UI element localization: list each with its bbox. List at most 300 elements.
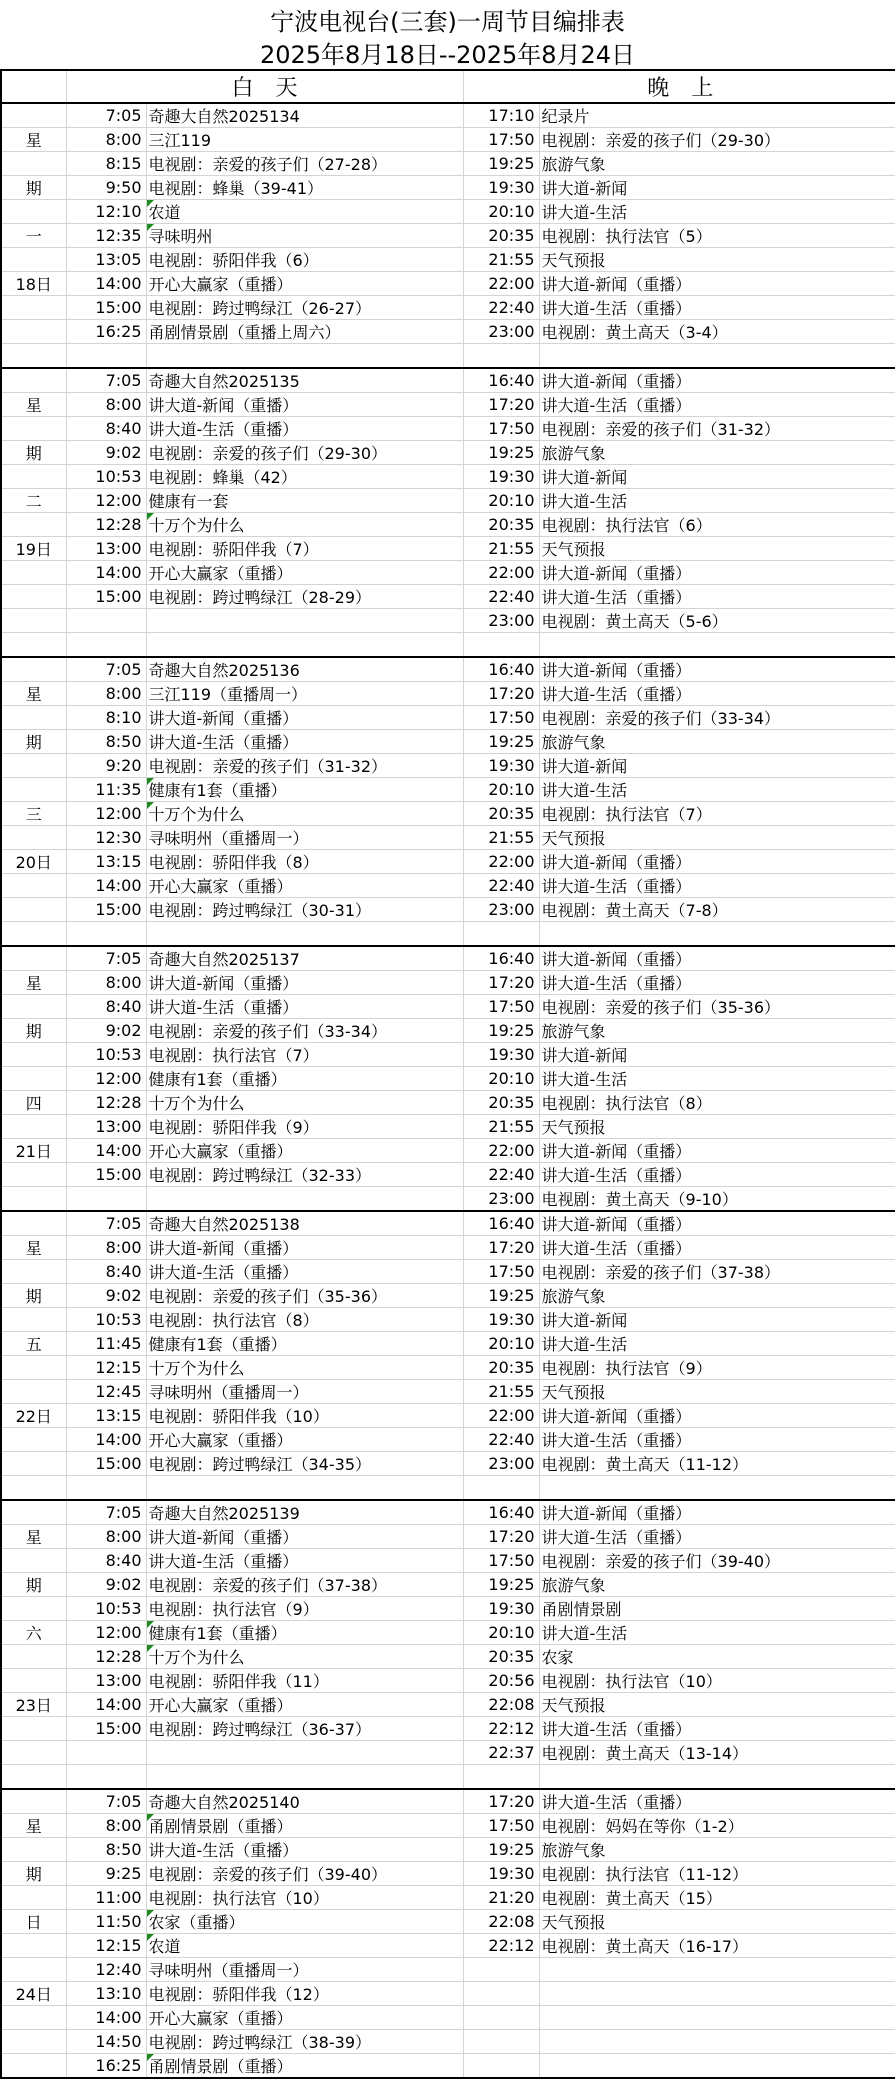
schedule-row <box>1 1549 895 1573</box>
night-program <box>539 344 895 369</box>
day-label-cell: 星 <box>1 393 66 417</box>
night-program: 讲大道-生活 <box>539 1621 895 1645</box>
day-label-cell: 四 <box>1 1091 66 1115</box>
day-program <box>146 1741 463 1765</box>
night-program: 旅游气象 <box>539 441 895 465</box>
day-program: 电视剧：骄阳伴我（7） <box>146 537 463 561</box>
day-time: 14:00 <box>66 1139 146 1163</box>
day-program-text: 甬剧情景剧（重播） <box>148 2057 293 2076</box>
day-program: 开心大赢家（重播） <box>146 874 463 898</box>
night-program: 电视剧：亲爱的孩子们（35-36） <box>539 995 895 1019</box>
night-time: 22:12 <box>463 1934 539 1958</box>
comment-marker-icon <box>147 1814 154 1821</box>
night-program: 电视剧：执行法官（7） <box>539 802 895 826</box>
day-program: 电视剧：执行法官（9） <box>146 1597 463 1621</box>
day-time: 14:50 <box>66 2030 146 2054</box>
night-program: 电视剧：黄土高天（13-14） <box>539 1741 895 1765</box>
day-time: 13:15 <box>66 850 146 874</box>
night-time: 20:35 <box>463 1356 539 1380</box>
schedule-row <box>1 1043 895 1067</box>
night-time: 20:35 <box>463 802 539 826</box>
day-time: 9:50 <box>66 176 146 200</box>
schedule-row <box>1 248 895 272</box>
night-time: 22:40 <box>463 874 539 898</box>
night-program: 讲大道-生活（重播） <box>539 874 895 898</box>
night-time: 20:10 <box>463 1621 539 1645</box>
night-time: 19:30 <box>463 1597 539 1621</box>
night-time: 22:40 <box>463 1428 539 1452</box>
night-time: 21:55 <box>463 826 539 850</box>
schedule-row <box>1 1356 895 1380</box>
schedule-row <box>1 1163 895 1187</box>
schedule-row <box>1 489 895 513</box>
day-label-cell <box>1 633 66 658</box>
night-time: 23:00 <box>463 1187 539 1212</box>
day-label-cell: 期 <box>1 1284 66 1308</box>
day-program-text: 农道 <box>148 203 181 222</box>
night-time: 19:25 <box>463 1573 539 1597</box>
night-program: 农家 <box>539 1645 895 1669</box>
night-time: 16:40 <box>463 368 539 393</box>
day-label-cell <box>1 2006 66 2030</box>
day-time: 10:53 <box>66 1043 146 1067</box>
day-program: 奇趣大自然2025137 <box>146 946 463 971</box>
day-program: 电视剧：执行法官（10） <box>146 1886 463 1910</box>
schedule-row <box>1 1669 895 1693</box>
night-time <box>463 1982 539 2006</box>
day-program <box>146 224 463 248</box>
day-time: 16:25 <box>66 320 146 344</box>
schedule-row <box>1 152 895 176</box>
day-program: 甬剧情景剧（重播上周六） <box>146 320 463 344</box>
day-time: 14:00 <box>66 561 146 585</box>
day-label-cell <box>1 1717 66 1741</box>
night-time <box>463 1476 539 1501</box>
day-program <box>146 922 463 947</box>
day-program: 讲大道-新闻（重播） <box>146 393 463 417</box>
day-label-cell: 22日 <box>1 1404 66 1428</box>
night-program: 电视剧：执行法官（11-12） <box>539 1862 895 1886</box>
night-time: 20:35 <box>463 1091 539 1115</box>
schedule-row <box>1 1693 895 1717</box>
night-time: 22:40 <box>463 296 539 320</box>
day-program: 讲大道-新闻（重播） <box>146 971 463 995</box>
night-program: 电视剧：黄土高天（11-12） <box>539 1452 895 1476</box>
day-label-cell <box>1 1789 66 1814</box>
day-label-cell <box>1 922 66 947</box>
night-time: 19:25 <box>463 1019 539 1043</box>
night-program <box>539 633 895 658</box>
day-label-cell: 星 <box>1 1525 66 1549</box>
night-time: 19:25 <box>463 152 539 176</box>
night-time: 22:40 <box>463 585 539 609</box>
day-label-cell <box>1 1476 66 1501</box>
day-time: 7:05 <box>66 657 146 682</box>
day-label-cell <box>1 368 66 393</box>
schedule-row <box>1 224 895 248</box>
day-time: 8:00 <box>66 128 146 152</box>
day-time: 15:00 <box>66 1452 146 1476</box>
day-program <box>146 1476 463 1501</box>
day-time: 14:00 <box>66 2006 146 2030</box>
day-label-cell <box>1 1886 66 1910</box>
day-program: 讲大道-新闻（重播） <box>146 1525 463 1549</box>
comment-marker-icon <box>147 778 154 785</box>
day-label-cell <box>1 248 66 272</box>
night-program: 讲大道-新闻（重播） <box>539 272 895 296</box>
day-program: 十万个为什么 <box>146 1091 463 1115</box>
day-label-cell <box>1 1645 66 1669</box>
day-time: 9:02 <box>66 441 146 465</box>
night-program: 讲大道-新闻 <box>539 1308 895 1332</box>
day-program: 电视剧：亲爱的孩子们（29-30） <box>146 441 463 465</box>
day-label-cell <box>1 103 66 128</box>
day-label-cell: 期 <box>1 1573 66 1597</box>
night-program <box>539 2006 895 2030</box>
night-time <box>463 1765 539 1790</box>
day-time <box>66 1765 146 1790</box>
night-program: 电视剧：执行法官（5） <box>539 224 895 248</box>
day-program: 电视剧：跨过鸭绿江（26-27） <box>146 296 463 320</box>
comment-marker-icon <box>147 1934 154 1941</box>
schedule-row <box>1 537 895 561</box>
day-program: 寻味明州（重播周一） <box>146 1958 463 1982</box>
schedule-row <box>1 2054 895 2079</box>
day-label-cell: 星 <box>1 1236 66 1260</box>
night-program: 讲大道-生活（重播） <box>539 296 895 320</box>
day-time: 10:53 <box>66 465 146 489</box>
day-label-cell <box>1 1741 66 1765</box>
schedule-row <box>1 200 895 224</box>
schedule-row <box>1 1236 895 1260</box>
day-label-cell <box>1 200 66 224</box>
day-program: 开心大赢家（重播） <box>146 1428 463 1452</box>
day-time: 8:00 <box>66 682 146 706</box>
day-label-cell: 日 <box>1 1910 66 1934</box>
day-time: 7:05 <box>66 946 146 971</box>
schedule-row <box>1 176 895 200</box>
night-time: 16:40 <box>463 1500 539 1525</box>
day-time: 8:50 <box>66 730 146 754</box>
schedule-row <box>1 995 895 1019</box>
day-time: 12:15 <box>66 1356 146 1380</box>
schedule-row <box>1 1934 895 1958</box>
day-time: 14:00 <box>66 272 146 296</box>
day-time: 15:00 <box>66 1717 146 1741</box>
night-time: 21:55 <box>463 537 539 561</box>
day-time: 12:00 <box>66 1621 146 1645</box>
day-time: 14:00 <box>66 874 146 898</box>
schedule-row <box>1 922 895 947</box>
day-label-cell: 期 <box>1 1862 66 1886</box>
day-time: 7:05 <box>66 103 146 128</box>
day-label-cell: 星 <box>1 128 66 152</box>
night-time: 22:00 <box>463 850 539 874</box>
day-label-cell <box>1 1380 66 1404</box>
day-program <box>146 1187 463 1212</box>
day-program <box>146 344 463 369</box>
night-program: 讲大道-生活（重播） <box>539 971 895 995</box>
schedule-row <box>1 1814 895 1838</box>
day-program: 电视剧：跨过鸭绿江（32-33） <box>146 1163 463 1187</box>
day-time: 8:00 <box>66 1814 146 1838</box>
schedule-row <box>1 1211 895 1236</box>
day-program: 电视剧：亲爱的孩子们（37-38） <box>146 1573 463 1597</box>
day-time: 8:15 <box>66 152 146 176</box>
night-program: 旅游气象 <box>539 152 895 176</box>
day-program: 寻味明州（重播周一） <box>146 826 463 850</box>
day-program-text: 甬剧情景剧（重播） <box>148 1817 293 1836</box>
day-program <box>146 1910 463 1934</box>
night-program: 电视剧：亲爱的孩子们（33-34） <box>539 706 895 730</box>
schedule-row <box>1 802 895 826</box>
day-program: 电视剧：亲爱的孩子们（33-34） <box>146 1019 463 1043</box>
schedule-row <box>1 1838 895 1862</box>
night-time: 17:10 <box>463 103 539 128</box>
day-time: 16:25 <box>66 2054 146 2079</box>
day-time: 8:40 <box>66 1260 146 1284</box>
day-program: 电视剧：跨过鸭绿江（34-35） <box>146 1452 463 1476</box>
night-time <box>463 633 539 658</box>
day-label-cell <box>1 1934 66 1958</box>
schedule-row <box>1 609 895 633</box>
day-time: 8:10 <box>66 706 146 730</box>
day-time: 12:00 <box>66 489 146 513</box>
day-label-cell <box>1 1043 66 1067</box>
day-time <box>66 1187 146 1212</box>
day-time: 14:00 <box>66 1693 146 1717</box>
night-time: 16:40 <box>463 946 539 971</box>
night-program: 讲大道-新闻（重播） <box>539 657 895 682</box>
night-program: 电视剧：黄土高天（16-17） <box>539 1934 895 1958</box>
schedule-row <box>1 1452 895 1476</box>
day-label-cell: 期 <box>1 441 66 465</box>
day-program: 电视剧：执行法官（8） <box>146 1308 463 1332</box>
night-program: 讲大道-生活 <box>539 1067 895 1091</box>
schedule-row <box>1 971 895 995</box>
night-time: 20:35 <box>463 1645 539 1669</box>
night-time: 20:10 <box>463 1067 539 1091</box>
night-time: 23:00 <box>463 1452 539 1476</box>
night-program: 讲大道-新闻（重播） <box>539 368 895 393</box>
night-program: 旅游气象 <box>539 1838 895 1862</box>
day-label-cell <box>1 1428 66 1452</box>
day-program: 三江119 <box>146 128 463 152</box>
day-label-cell <box>1 1163 66 1187</box>
night-time: 20:56 <box>463 1669 539 1693</box>
day-program: 电视剧：亲爱的孩子们（35-36） <box>146 1284 463 1308</box>
night-program <box>539 1476 895 1501</box>
night-time: 19:25 <box>463 1284 539 1308</box>
day-label-cell <box>1 561 66 585</box>
day-label-cell <box>1 296 66 320</box>
schedule-row <box>1 585 895 609</box>
schedule-row <box>1 561 895 585</box>
night-program: 讲大道-新闻（重播） <box>539 1500 895 1525</box>
night-time: 19:25 <box>463 1838 539 1862</box>
night-time: 17:50 <box>463 1260 539 1284</box>
day-label-cell <box>1 1838 66 1862</box>
schedule-row <box>1 1910 895 1934</box>
night-time: 17:20 <box>463 971 539 995</box>
schedule-row <box>1 1476 895 1501</box>
page-title: 宁波电视台(三套)一周节目编排表 <box>270 8 625 36</box>
night-program: 电视剧：亲爱的孩子们（31-32） <box>539 417 895 441</box>
schedule-row <box>1 1139 895 1163</box>
day-time: 13:00 <box>66 1669 146 1693</box>
day-program: 电视剧：亲爱的孩子们（27-28） <box>146 152 463 176</box>
night-program <box>539 2030 895 2054</box>
schedule-row <box>1 1260 895 1284</box>
day-time: 8:00 <box>66 971 146 995</box>
day-label-cell <box>1 1211 66 1236</box>
day-time: 11:45 <box>66 1332 146 1356</box>
day-time: 13:10 <box>66 1982 146 2006</box>
comment-marker-icon <box>147 224 154 231</box>
schedule-row <box>1 826 895 850</box>
night-time: 20:10 <box>463 200 539 224</box>
day-program-text: 农道 <box>148 1937 181 1956</box>
schedule-row <box>1 1573 895 1597</box>
day-time: 13:05 <box>66 248 146 272</box>
night-time: 20:35 <box>463 224 539 248</box>
night-time: 20:10 <box>463 778 539 802</box>
schedule-row <box>1 1091 895 1115</box>
day-label-cell: 21日 <box>1 1139 66 1163</box>
day-program <box>146 1765 463 1790</box>
day-time: 15:00 <box>66 898 146 922</box>
night-program: 天气预报 <box>539 1115 895 1139</box>
schedule-row <box>1 320 895 344</box>
day-program <box>146 200 463 224</box>
schedule-row <box>1 2006 895 2030</box>
night-time: 22:37 <box>463 1741 539 1765</box>
day-label-cell: 星 <box>1 1814 66 1838</box>
night-time: 19:30 <box>463 1862 539 1886</box>
night-time <box>463 922 539 947</box>
day-time: 15:00 <box>66 296 146 320</box>
day-time <box>66 1476 146 1501</box>
night-time: 21:20 <box>463 1886 539 1910</box>
schedule-row <box>1 441 895 465</box>
night-program: 天气预报 <box>539 1693 895 1717</box>
night-program: 电视剧：亲爱的孩子们（29-30） <box>539 128 895 152</box>
schedule-row <box>1 1067 895 1091</box>
day-time <box>66 922 146 947</box>
night-time: 17:20 <box>463 1789 539 1814</box>
night-time <box>463 1958 539 1982</box>
night-program: 天气预报 <box>539 1910 895 1934</box>
day-label-cell <box>1 874 66 898</box>
day-label-cell <box>1 1549 66 1573</box>
night-time: 20:10 <box>463 489 539 513</box>
night-program: 电视剧：黄土高天（15） <box>539 1886 895 1910</box>
day-program: 电视剧：跨过鸭绿江（28-29） <box>146 585 463 609</box>
night-program: 纪录片 <box>539 103 895 128</box>
day-program: 电视剧：骄阳伴我（12） <box>146 1982 463 2006</box>
day-label-cell: 19日 <box>1 537 66 561</box>
day-program: 奇趣大自然2025138 <box>146 1211 463 1236</box>
day-time: 11:50 <box>66 1910 146 1934</box>
comment-marker-icon <box>147 1621 154 1628</box>
day-program: 讲大道-生活（重播） <box>146 1260 463 1284</box>
day-label-cell <box>1 657 66 682</box>
night-program <box>539 1765 895 1790</box>
day-program-text: 寻味明州 <box>148 227 213 246</box>
night-program: 讲大道-生活（重播） <box>539 1525 895 1549</box>
schedule-row <box>1 103 895 128</box>
day-label-cell <box>1 585 66 609</box>
night-time: 19:25 <box>463 441 539 465</box>
day-time: 8:00 <box>66 1236 146 1260</box>
day-label-cell: 五 <box>1 1332 66 1356</box>
night-time: 16:40 <box>463 1211 539 1236</box>
night-program: 电视剧：亲爱的孩子们（39-40） <box>539 1549 895 1573</box>
day-program <box>146 513 463 537</box>
night-program: 讲大道-新闻 <box>539 1043 895 1067</box>
night-program: 电视剧：亲爱的孩子们（37-38） <box>539 1260 895 1284</box>
day-program <box>146 778 463 802</box>
date-range: 2025年8月18日--2025年8月24日 <box>259 41 636 69</box>
day-program: 电视剧：骄阳伴我（9） <box>146 1115 463 1139</box>
night-time: 20:10 <box>463 1332 539 1356</box>
night-program: 讲大道-生活（重播） <box>539 1236 895 1260</box>
night-program: 讲大道-新闻 <box>539 465 895 489</box>
schedule-row <box>1 1862 895 1886</box>
night-time: 22:00 <box>463 1404 539 1428</box>
schedule-row <box>1 1308 895 1332</box>
header-row <box>1 70 895 103</box>
schedule-row <box>1 778 895 802</box>
day-time: 9:25 <box>66 1862 146 1886</box>
day-label-cell <box>1 1115 66 1139</box>
night-program: 电视剧：妈妈在等你（1-2） <box>539 1814 895 1838</box>
day-time: 12:10 <box>66 200 146 224</box>
night-time <box>463 2006 539 2030</box>
day-time: 11:35 <box>66 778 146 802</box>
day-program: 电视剧：亲爱的孩子们（31-32） <box>146 754 463 778</box>
day-label-cell <box>1 946 66 971</box>
night-time: 19:30 <box>463 176 539 200</box>
day-time: 11:00 <box>66 1886 146 1910</box>
day-label-cell <box>1 826 66 850</box>
night-program: 电视剧：黄土高天（9-10） <box>539 1187 895 1212</box>
day-label-cell <box>1 320 66 344</box>
day-label-cell: 24日 <box>1 1982 66 2006</box>
night-time: 23:00 <box>463 898 539 922</box>
day-time: 9:02 <box>66 1019 146 1043</box>
night-time: 21:55 <box>463 248 539 272</box>
day-time: 14:00 <box>66 1428 146 1452</box>
day-label-cell: 星 <box>1 971 66 995</box>
day-time: 7:05 <box>66 368 146 393</box>
night-program <box>539 922 895 947</box>
schedule-row <box>1 1717 895 1741</box>
night-program <box>539 1982 895 2006</box>
night-time <box>463 344 539 369</box>
day-program: 健康有一套 <box>146 489 463 513</box>
day-label-cell <box>1 1356 66 1380</box>
schedule-table <box>0 69 895 2079</box>
night-program: 电视剧：黄土高天（7-8） <box>539 898 895 922</box>
night-program: 天气预报 <box>539 248 895 272</box>
night-time: 22:08 <box>463 1910 539 1934</box>
day-time: 8:40 <box>66 995 146 1019</box>
schedule-row <box>1 272 895 296</box>
header-evening: 晚 上 <box>463 70 895 103</box>
day-program <box>146 633 463 658</box>
schedule-row <box>1 850 895 874</box>
